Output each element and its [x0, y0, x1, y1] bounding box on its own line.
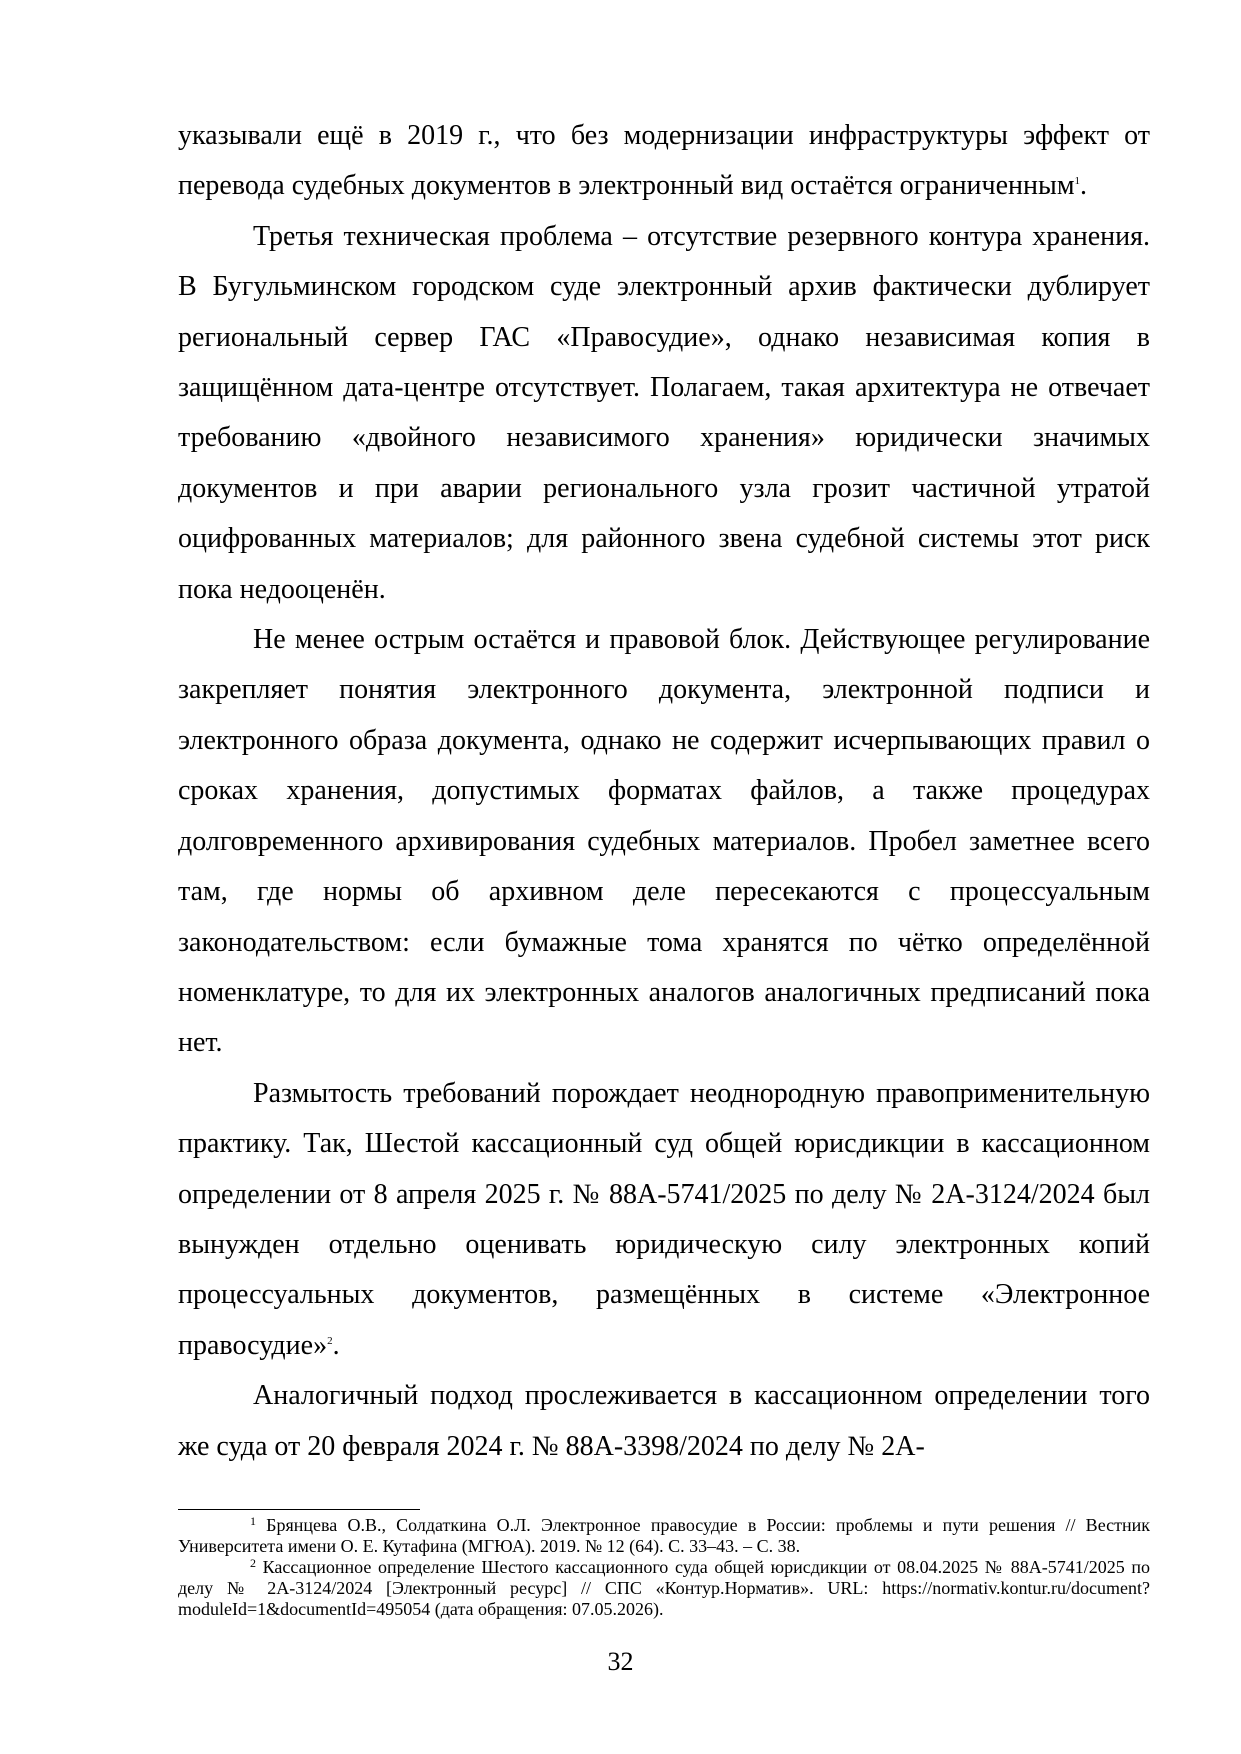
footnote-number: 1 — [250, 1514, 256, 1528]
paragraph-text: Третья техническая проблема – отсутствие резервного контура хранения. В Бугульминском городском суде электронный архив фактически дублирует региональный сервер ГАС «Правосудие», однако независимая копия в защищённом дата-центре отсутствует. Полагаем, такая архитектура не отвечает требованию «двойного независимого хранения» юридически значимых документов и при аварии регионального узла грозит частичной утратой оцифрованных материалов; для районного звена судебной системы этот риск пока недооценён. — [178, 220, 1150, 605]
paragraph-text: Аналогичный подход прослеживается в кассационном определении того же суда от 20 февраля 2024 г. № 88А-3398/2024 по делу № 2А- — [178, 1380, 1150, 1462]
footnote-2 — [178, 1557, 1150, 1620]
footnotes — [178, 1515, 1150, 1620]
paragraph-tail: . — [332, 1329, 340, 1361]
paragraph-5 — [178, 1371, 1150, 1472]
page-number: 32 — [607, 1647, 634, 1676]
body-text — [178, 111, 1150, 1472]
footnote-reference[interactable]: 1 — [1074, 175, 1081, 188]
footnote-number: 2 — [250, 1556, 256, 1570]
footnote-1 — [178, 1515, 1150, 1557]
paragraph-3 — [178, 615, 1150, 1069]
paragraph-text: указывали ещё в 2019 г., что без модернизации инфраструктуры эффект от перевода судебных документов в электронный вид остаётся ограниченным — [178, 120, 1150, 202]
footnote-separator — [178, 1509, 420, 1510]
paragraph-1 — [178, 111, 1150, 212]
paragraph-text: Размытость требований порождает неоднородную правоприменительную практику. Так, Шестой кассационный суд общей юрисдикции в кассационном определении от 8 апреля 2025 г. № 88А-5741/2025 по делу № 2А-3124/2024 был вынужден отдельно оценивать юридическую силу электронных копий процессуальных документов, размещённых в системе «Электронное правосудие» — [178, 1077, 1150, 1361]
footnote-text: Кассационное определение Шестого кассационного суда общей юрисдикции от 08.04.2025 № 88А-5741/2025 по делу № 2А-3124/2024 [Электронный ресурс] // СПС «Контур.Норматив». URL: https://normativ.kontur.ru/document?moduleId=1&documentId=495054 (дата обращения: 07.05.2026). — [178, 1557, 1150, 1619]
paragraph-4 — [178, 1069, 1150, 1371]
paragraph-tail: . — [1080, 170, 1088, 202]
footnote-reference[interactable]: 2 — [327, 1334, 333, 1347]
paragraph-2 — [178, 212, 1150, 615]
paragraph-text: Не менее острым остаётся и правовой блок. Действующее регулирование закрепляет понятия электронного документа, электронной подписи и электронного образа документа, однако не содержит исчерпывающих правил о сроках хранения, допустимых форматах файлов, а также процедурах долговременного архивирования судебных материалов. Пробел заметнее всего там, где нормы об архивном деле пересекаются с процессуальным законодательством: если бумажные тома хранятся по чётко определённой номенклатуре, то для их электронных аналогов аналогичных предписаний пока нет. — [178, 624, 1150, 1059]
footnote-text: Брянцева О.В., Солдаткина О.Л. Электронное правосудие в России: проблемы и пути решения // Вестник Университета имени О. Е. Кутафина (МГЮА). 2019. № 12 (64). С. 33–43. – С. 38. — [178, 1515, 1150, 1556]
